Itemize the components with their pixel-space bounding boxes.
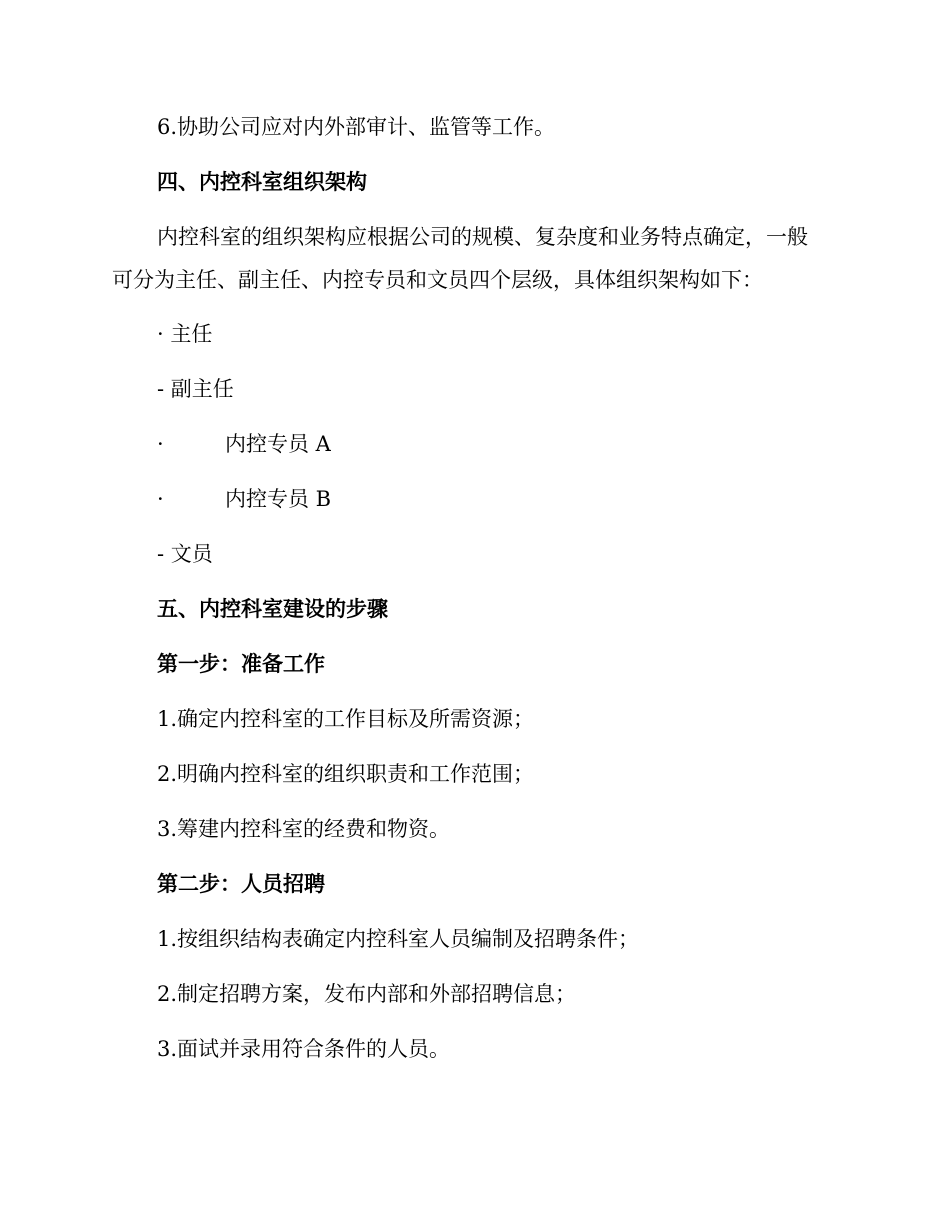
step1-item-1: 1.确定内控科室的工作目标及所需资源；	[157, 707, 535, 731]
step1-item-3: 3.筹建内控科室的经费和物资。	[157, 817, 451, 841]
paragraph-item-6: 6.协助公司应对内外部审计、监管等工作。	[157, 115, 556, 139]
intro-paragraph-line-2: 可分为主任、副主任、内控专员和文员四个层级，具体组织架构如下：	[112, 268, 763, 292]
step1-heading: 第一步：准备工作	[157, 651, 325, 676]
org-item-clerk: - 文员	[157, 542, 213, 566]
bullet-marker: ·	[157, 432, 164, 456]
org-item-specialist-a	[157, 430, 331, 458]
org-item-label: 内控专员 A	[225, 432, 331, 456]
org-item-specialist-b	[157, 485, 331, 513]
step2-item-3: 3.面试并录用符合条件的人员。	[157, 1037, 451, 1061]
step2-item-1: 1.按组织结构表确定内控科室人员编制及招聘条件；	[157, 927, 640, 951]
intro-paragraph-line-1: 内控科室的组织架构应根据公司的规模、复杂度和业务特点确定，一般	[157, 225, 808, 249]
bullet-marker: ·	[157, 487, 164, 511]
org-item-deputy: - 副主任	[157, 377, 234, 401]
step1-item-2: 2.明确内控科室的组织职责和工作范围；	[157, 762, 535, 786]
org-item-label: 内控专员 B	[225, 487, 332, 511]
section-heading-4: 四、内控科室组织架构	[157, 169, 367, 194]
org-item-director: · 主任	[157, 322, 213, 346]
step2-heading: 第二步：人员招聘	[157, 871, 325, 896]
section-heading-5: 五、内控科室建设的步骤	[157, 596, 388, 621]
step2-item-2: 2.制定招聘方案，发布内部和外部招聘信息；	[157, 982, 577, 1006]
